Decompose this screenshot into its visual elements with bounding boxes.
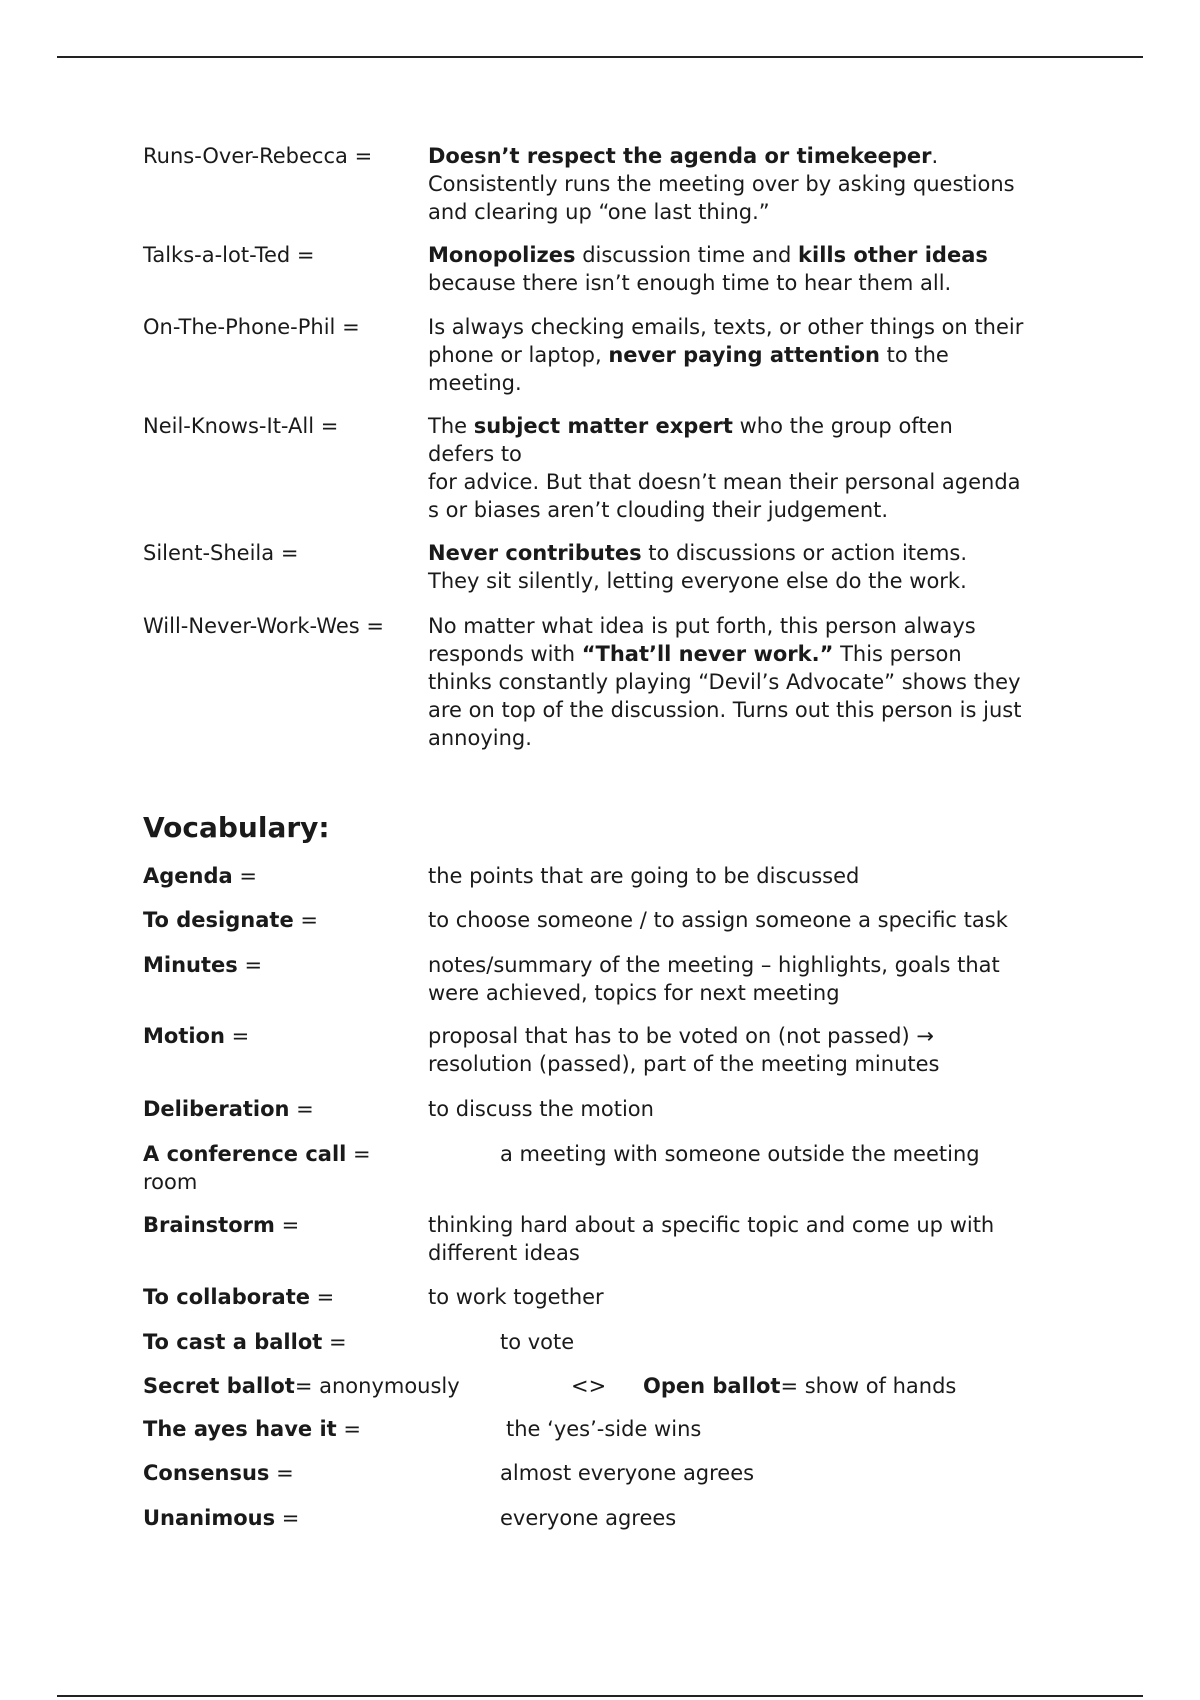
- vocab-definition: proposal that has to be voted on (not passed) → resolution (passed), part of the meeting minutes: [428, 1024, 940, 1076]
- vocab-definition: the points that are going to be discussed: [428, 864, 860, 888]
- vocab-definition: the ‘yes’-side wins: [506, 1417, 702, 1441]
- vocabulary-heading: Vocabulary:: [143, 811, 330, 844]
- character-definition: Is always checking emails, texts, or other things on their phone or laptop, never paying attention to the meeting.: [428, 315, 1024, 395]
- vocab-definition: to discuss the motion: [428, 1097, 654, 1121]
- vocab-term: Brainstorm =: [143, 1213, 300, 1237]
- open-ballot-term: Open ballot = show of hands: [643, 1374, 957, 1398]
- vocab-term: Minutes =: [143, 953, 263, 977]
- vocab-definition: a meeting with someone outside the meeting: [500, 1142, 980, 1166]
- character-term: Talks-a-lot-Ted =: [143, 243, 315, 267]
- vocab-definition: almost everyone agrees: [500, 1461, 755, 1485]
- character-definition: Monopolizes discussion time and kills other ideas because there isn’t enough time to hear them all.: [428, 243, 988, 295]
- vocab-definition: thinking hard about a specific topic and come up with different ideas: [428, 1213, 995, 1265]
- header-rule: [57, 56, 1143, 58]
- vocab-term: The ayes have it =: [143, 1417, 361, 1441]
- footer-rule: [57, 1695, 1143, 1697]
- vocab-definition-wrap: room: [143, 1170, 198, 1194]
- vocab-term: To collaborate =: [143, 1285, 335, 1309]
- secret-ballot-term: Secret ballot = anonymously: [143, 1374, 460, 1398]
- vocab-term: Deliberation =: [143, 1097, 314, 1121]
- vocab-definition: notes/summary of the meeting – highlights, goals that were achieved, topics for next meeting: [428, 953, 1000, 1005]
- character-definition: Doesn’t respect the agenda or timekeeper. Consistently runs the meeting over by asking questions and clearing up “one last thing.”: [428, 144, 1015, 224]
- character-term: Silent-Sheila =: [143, 541, 299, 565]
- character-term: Runs-Over-Rebecca =: [143, 144, 373, 168]
- vocab-term: Motion =: [143, 1024, 250, 1048]
- character-term: Will-Never-Work-Wes =: [143, 614, 384, 638]
- character-definition: No matter what idea is put forth, this person always responds with “That’ll never work.” This person thinks constantly playing “Devil’s Advocate” shows they are on top of the discussion. Turns out this person is just annoying.: [428, 614, 1022, 750]
- character-definition: The subject matter expert who the group often defers to for advice. But that doesn’t mean their personal agenda s or biases aren’t clouding their judgement.: [428, 414, 1021, 522]
- vocab-term: Unanimous =: [143, 1506, 300, 1530]
- vocab-term: Consensus =: [143, 1461, 294, 1485]
- character-term: On-The-Phone-Phil =: [143, 315, 360, 339]
- vocab-definition: to vote: [500, 1330, 575, 1354]
- ballot-row: [143, 1372, 1063, 1400]
- vocab-definition: to work together: [428, 1285, 604, 1309]
- vocab-term: To designate =: [143, 908, 318, 932]
- vocab-term: A conference call =: [143, 1142, 371, 1166]
- vocab-definition: to choose someone / to assign someone a specific task: [428, 908, 1008, 932]
- vocab-term: Agenda =: [143, 864, 257, 888]
- character-term: Neil-Knows-It-All =: [143, 414, 339, 438]
- vocab-definition: everyone agrees: [500, 1506, 677, 1530]
- character-definition: Never contributes to discussions or action items. They sit silently, letting everyone else do the work.: [428, 541, 968, 593]
- vocab-term: To cast a ballot =: [143, 1330, 347, 1354]
- ballot-separator: <>: [571, 1374, 607, 1398]
